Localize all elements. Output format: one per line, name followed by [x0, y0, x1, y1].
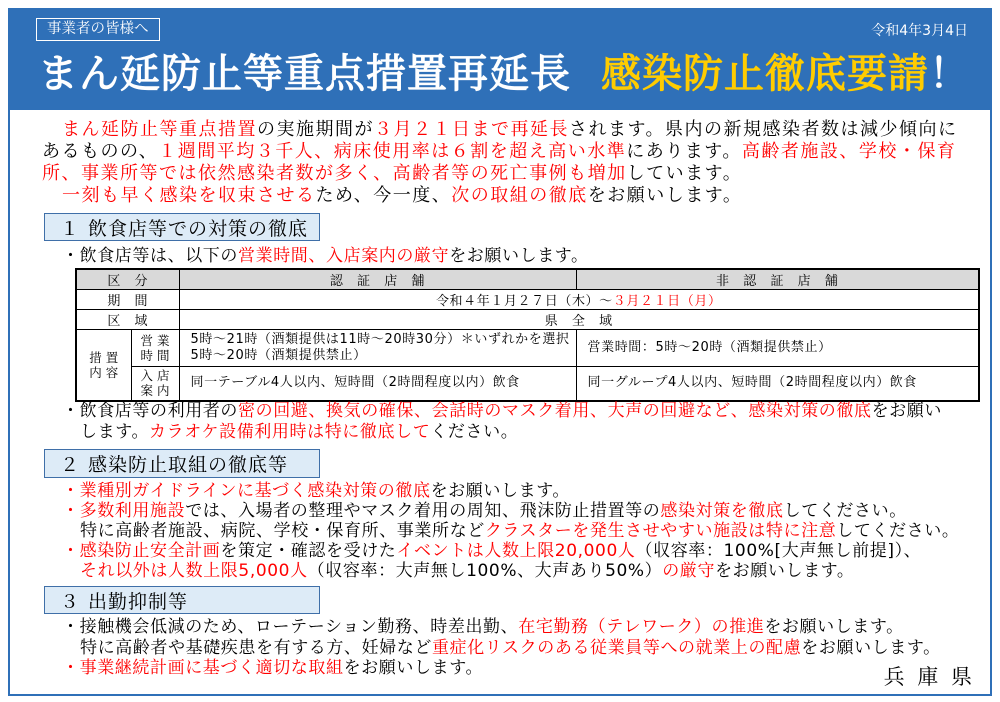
plain-text: をお願いします。 — [715, 561, 855, 581]
section-1-lead — [62, 246, 589, 266]
bullet-continuation-line — [62, 521, 960, 541]
row-label-measures — [76, 330, 131, 401]
highlighted-text: 営業時間、入店案内の厳守 — [238, 246, 450, 266]
intro-paragraph — [42, 119, 958, 207]
section-number: １ — [60, 217, 81, 240]
section-heading-3 — [44, 586, 320, 614]
plain-text: の実施期間が — [257, 119, 374, 140]
highlighted-text: ３月２１日まで再延長 — [374, 119, 569, 140]
issuer-name: 兵 庫 県 — [883, 665, 975, 689]
plain-text: 令和４年１月２７日（木）～ — [435, 294, 613, 309]
plain-text: をお願いします。 — [343, 658, 484, 678]
bullet-line — [62, 617, 941, 638]
plain-text: しています。 — [626, 163, 743, 184]
plain-text: ・飲食店等は、以下の — [62, 246, 238, 266]
section-title: 感染防止取組の徹底等 — [88, 454, 289, 476]
highlighted-text: ・業種別ガイドラインに基づく感染対策の徹底 — [62, 481, 431, 501]
table-header-certified: 認 証 店 舗 — [179, 269, 576, 290]
row-label-measures-top: 措 置 — [89, 349, 119, 365]
area-value: 県 全 域 — [179, 310, 979, 330]
plain-text: ください。 — [430, 422, 519, 442]
plain-text: をお願い — [871, 401, 943, 421]
plain-text: ・飲食店等の利用者の — [62, 401, 238, 421]
row-label-measures-bottom: 内 容 — [89, 364, 119, 380]
bullet-line — [62, 481, 960, 501]
intro-line — [42, 185, 958, 207]
row-label-area: 区 域 — [76, 310, 179, 330]
intro-line — [42, 163, 958, 185]
period-value — [179, 290, 979, 310]
highlighted-text: 高齢者施設、学校・保育 — [741, 141, 957, 162]
label-bottom: 時 間 — [140, 348, 170, 363]
page-title — [38, 50, 970, 98]
section-2-body — [62, 481, 960, 581]
cell-line: 営業時間：5時～20時（酒類提供禁止） — [587, 340, 832, 355]
highlighted-text: ３月２１日（月） — [612, 294, 722, 309]
highlighted-text: それ以外は人数上限5,000人 — [80, 561, 308, 581]
table-header-row — [76, 269, 979, 290]
highlighted-text: 次の取組の徹底 — [451, 185, 588, 206]
section-title: 出勤抑制等 — [88, 590, 189, 613]
audience-label: 事業者の皆様へ — [36, 18, 160, 41]
bullet-line — [62, 501, 960, 521]
highlighted-text: 在宅勤務（テレワーク）の推進 — [518, 617, 765, 637]
table-row-area — [76, 310, 979, 330]
table-row-period — [76, 290, 979, 310]
row-label-entry-guidance — [131, 367, 179, 401]
highlighted-text: ・感染防止安全計画 — [62, 541, 221, 561]
title-exclamation: ！ — [929, 51, 970, 97]
certified-business-hours — [179, 330, 576, 367]
section-number: ３ — [60, 590, 81, 613]
bullet-line — [62, 401, 942, 422]
section-heading-1 — [44, 213, 320, 241]
highlighted-text: カラオケ設備利用時は特に徹底して — [149, 422, 431, 442]
highlighted-text: 感染対策を徹底 — [660, 501, 784, 521]
intro-line — [42, 141, 958, 163]
section-title: 飲食店等での対策の徹底 — [88, 217, 309, 240]
label-top: 営 業 — [140, 333, 170, 348]
highlighted-text: イベントは人数上限20,000人 — [396, 541, 636, 561]
title-main: まん延防止等重点措置再延長 — [38, 51, 571, 97]
bullet-line — [62, 541, 960, 561]
plain-text: 特に高齢者施設、病院、学校・保育所、事業所など — [80, 521, 485, 541]
section-heading-2 — [44, 449, 320, 478]
plain-text: します。 — [80, 422, 150, 442]
cell-line: 同一グループ4人以内、短時間（2時間程度以内）飲食 — [587, 375, 918, 391]
bullet-line — [62, 246, 589, 266]
highlighted-text: の厳守 — [662, 561, 716, 581]
plain-text: されます。県内の新規感染者数は減少傾向に — [569, 119, 958, 140]
section-3-body — [62, 617, 941, 679]
cell-line: 5時～21時（酒類提供は11時～20時30分）＊いずれかを選択 — [190, 332, 570, 347]
section-number: ２ — [60, 454, 81, 476]
bullet-continuation-line — [62, 422, 942, 443]
table-header-category: 区 分 — [76, 269, 179, 290]
highlighted-text: 密の回避、換気の確保、会話時のマスク着用、大声の回避など、感染対策の徹底 — [238, 401, 872, 421]
plain-text: をお願いします。 — [801, 637, 941, 658]
label-bottom: 案 内 — [140, 383, 170, 399]
row-label-business-hours — [131, 330, 179, 367]
table-row-entry-guidance — [76, 367, 979, 401]
plain-text: をお願いします。 — [430, 481, 571, 501]
highlighted-text: 所、事業所等では依然感染者数が多く、高齢者等の死亡事例も増加 — [42, 163, 627, 184]
cell-line: 5時～20時（酒類提供禁止） — [190, 348, 367, 363]
plain-text: では、入場者の整理やマスク着用の周知、飛沫防止措置等の — [185, 501, 661, 521]
highlighted-text: クラスターを発生させやすい施設は特に注意 — [484, 521, 837, 541]
bullet-continuation-line — [62, 561, 960, 581]
restaurant-measures-table — [75, 268, 980, 402]
plain-text: してください。 — [836, 521, 960, 541]
highlighted-text: 一刻も早く感染を収束させる — [62, 185, 316, 206]
plain-text: あるものの、 — [42, 141, 159, 162]
plain-text: （収容率：100%[大声無し前提]）、 — [635, 541, 922, 561]
highlighted-text: ・事業継続計画に基づく適切な取組 — [62, 658, 344, 678]
plain-text: ・接触機会低減のため、ローテーション勤務、時差出勤、 — [62, 617, 519, 637]
plain-text: にあります。 — [626, 141, 742, 162]
highlighted-text: まん延防止等重点措置 — [62, 119, 257, 140]
non-certified-entry-guidance — [576, 367, 979, 401]
highlighted-text: 重症化リスクのある従業員等への就業上の配慮 — [432, 637, 802, 658]
cell-line: 同一テーブル4人以内、短時間（2時間程度以内）飲食 — [190, 375, 520, 391]
table-row-business-hours — [76, 330, 979, 367]
non-certified-business-hours — [576, 330, 979, 367]
label-top: 入 店 — [140, 368, 170, 384]
table-header-non-certified: 非 認 証 店 舗 — [576, 269, 979, 290]
row-label-period: 期 間 — [76, 290, 179, 310]
bullet-continuation-line — [62, 638, 941, 659]
highlighted-text: １週間平均３千人、病床使用率は６割を超え高い水準 — [158, 141, 627, 162]
plain-text: してください。 — [783, 501, 907, 521]
certified-entry-guidance — [179, 367, 576, 401]
plain-text: 特に高齢者や基礎疾患を有する方、妊婦など — [80, 637, 432, 658]
intro-line — [42, 119, 958, 141]
header-banner — [10, 10, 990, 110]
issue-date: 令和4年3月4日 — [871, 23, 968, 39]
plain-text: をお願いします。 — [449, 246, 589, 266]
title-accent: 感染防止徹底要請 — [601, 51, 929, 97]
highlighted-text: ・多数利用施設 — [62, 501, 186, 521]
bullet-line — [62, 658, 941, 679]
plain-text: をお願いします。 — [764, 617, 904, 637]
plain-text: を策定・確認を受けた — [220, 541, 397, 561]
plain-text: ため、今一度、 — [315, 185, 452, 206]
plain-text: をお願いします。 — [587, 185, 743, 206]
plain-text: （収容率：大声無し100%、大声あり50%） — [307, 561, 663, 581]
section-1-notes — [62, 401, 942, 443]
